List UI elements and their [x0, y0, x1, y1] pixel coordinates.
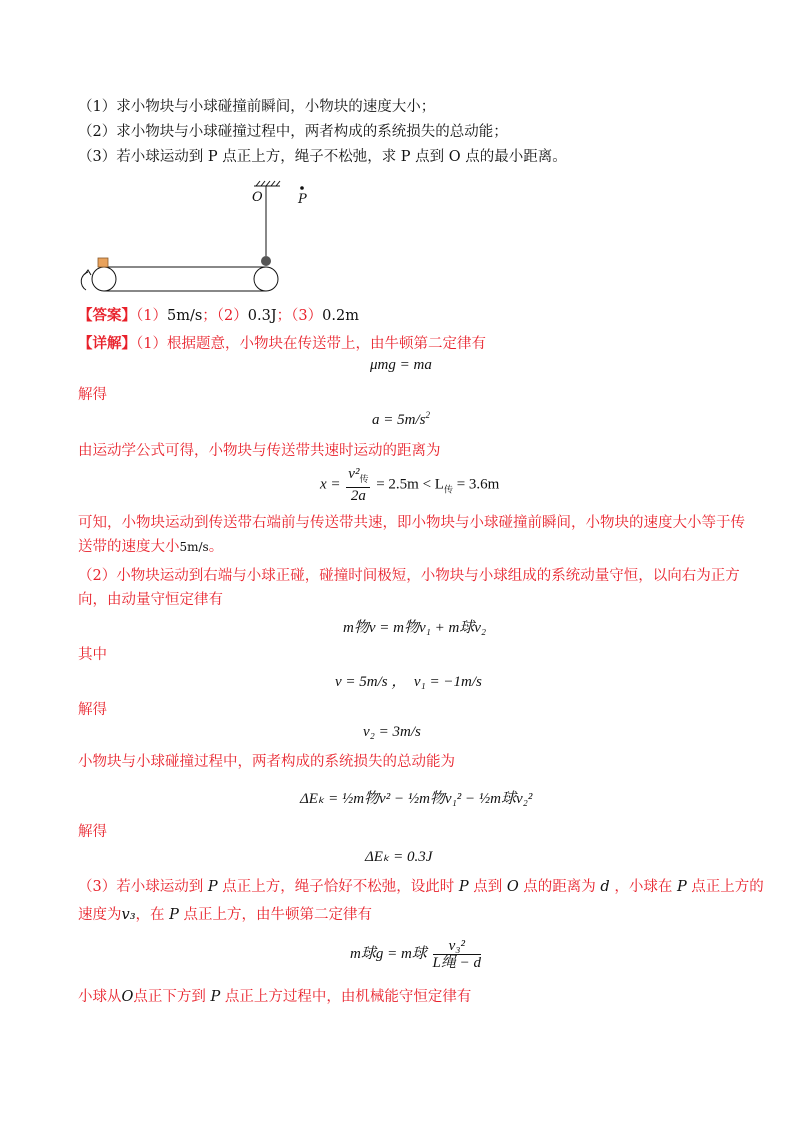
- d7-1: 小球从: [78, 989, 122, 1005]
- question-3: （3）若小球运动到 P 点正上方，绳子不松弛，求 P 点到 O 点的最小距离。: [78, 149, 567, 165]
- d6a-5: ，小球在: [609, 879, 677, 895]
- detail-line-4a: （2）小物块运动到右端与小球正碰，碰撞时间极短，小物块与小球组成的系统动量守恒，以向右为正方: [78, 568, 740, 584]
- equation-9: [350, 938, 483, 971]
- detail-tag: 【详解】: [78, 335, 136, 352]
- detail-line-3b: [78, 537, 223, 557]
- equation-7: ΔEₖ = ½m物v² − ½m物v₁² − ½m球v₂²: [300, 791, 533, 807]
- answer-v2: 0.3J: [247, 308, 277, 324]
- answer-sep1: ；: [202, 308, 217, 324]
- answer-line: [78, 306, 359, 326]
- eq5-a: v = 5m/s ，: [335, 674, 407, 690]
- d6b-2: ，在: [135, 907, 170, 923]
- label-o: O: [252, 190, 263, 205]
- eq9-frac: [433, 938, 481, 971]
- eq9-num: v₃²: [433, 938, 481, 955]
- d7-2: 点正下方到: [133, 989, 211, 1005]
- detail-3b-end: 。: [208, 539, 224, 555]
- detail-text-3b: 送带的速度大小: [78, 539, 180, 555]
- jiede-3: 解得: [78, 824, 107, 840]
- equation-4: m物v = m物v₁ + m球v₂: [343, 620, 487, 636]
- d6a-1: （3）若小球运动到: [78, 879, 208, 895]
- detail-line-6b: [78, 905, 372, 925]
- d6a-2: 点正上方，绳子恰好不松弛，设此时: [217, 879, 459, 895]
- answer-p3: （3）: [291, 308, 323, 324]
- d6b-3: 点正上方，由牛顿第二定律有: [178, 907, 372, 923]
- d6a-p: P: [207, 879, 218, 895]
- qizhong: 其中: [78, 647, 107, 663]
- d6a-d: d: [600, 879, 610, 895]
- eq2-lhs: a = 5m/s: [372, 412, 426, 428]
- d6a-p2: P: [458, 879, 469, 895]
- equation-8: ΔEₖ = 0.3J: [365, 849, 433, 865]
- d7-p: P: [210, 989, 221, 1005]
- answer-v3: 0.2m: [322, 308, 359, 324]
- eq3-rhs: = 2.5m < L: [376, 476, 444, 493]
- detail-3b-val: 5m/s: [179, 540, 209, 554]
- eq3-num: v²: [348, 466, 360, 482]
- d6b-p: P: [169, 907, 179, 923]
- equation-3: [320, 466, 499, 504]
- answer-tag: 【答案】: [78, 307, 136, 324]
- equation-1: μmg = ma: [370, 357, 432, 373]
- detail-line-3a: 可知，小物块运动到传送带右端前与传送带共速，即小物块与小球碰撞前瞬间，小物块的速度大小等于传: [78, 515, 745, 531]
- eq3-end: = 3.6m: [452, 476, 500, 493]
- d6a-3: 点到: [468, 879, 507, 895]
- d6a-p3: P: [676, 879, 687, 895]
- equation-6: v₂ = 3m/s: [363, 724, 421, 740]
- jiede-2: 解得: [78, 702, 107, 718]
- d6a-4: 点的距离为: [518, 879, 601, 895]
- eq3-frac: [346, 466, 370, 504]
- equation-5: [335, 670, 482, 691]
- detail-text-1: （1）根据题意，小物块在传送带上，由牛顿第二定律有: [136, 336, 486, 352]
- equation-2: [372, 410, 430, 429]
- detail-line-4b: 向，由动量守恒定律有: [78, 592, 223, 608]
- jiede-1: 解得: [78, 387, 107, 403]
- detail-line-5: 小物块与小球碰撞过程中，两者构成的系统损失的总动能为: [78, 754, 455, 770]
- label-p: P: [298, 192, 307, 207]
- d6b-1: 速度为: [78, 907, 122, 923]
- detail-line-2: 由运动学公式可得，小物块与传送带共速时运动的距离为: [78, 443, 441, 459]
- answer-v1: 5m/s: [166, 308, 203, 324]
- d7-o: O: [121, 989, 134, 1005]
- d6a-o: O: [506, 879, 519, 895]
- d6b-v: v₃: [121, 907, 136, 923]
- detail-line-7: [78, 987, 471, 1007]
- question-2: （2）求小物块与小球碰撞过程中，两者构成的系统损失的总动能；: [78, 124, 508, 140]
- answer-p2: （2）: [216, 308, 248, 324]
- eq3-lhs: x =: [320, 476, 341, 493]
- eq3-numsub: 传: [359, 474, 369, 484]
- eq3-rsub: 传: [443, 484, 453, 495]
- answer-sep2: ；: [276, 308, 292, 324]
- d6a-6: 点正上方的: [686, 879, 764, 895]
- eq9-lhs: m球g = m球: [350, 945, 427, 962]
- conveyor-figure: [0, 0, 800, 320]
- eq5-b: v₁ = −1m/s: [413, 674, 482, 690]
- detail-line-1: [78, 334, 486, 354]
- eq9-den: L绳 − d: [432, 955, 482, 971]
- question-1: （1）求小物块与小球碰撞前瞬间，小物块的速度大小；: [78, 99, 436, 115]
- eq2-sup: 2: [425, 410, 430, 420]
- eq3-den: 2a: [350, 488, 366, 504]
- d7-3: 点正上方过程中，由机械能守恒定律有: [220, 989, 472, 1005]
- answer-p1: （1）: [136, 308, 167, 324]
- detail-line-6a: [78, 877, 764, 897]
